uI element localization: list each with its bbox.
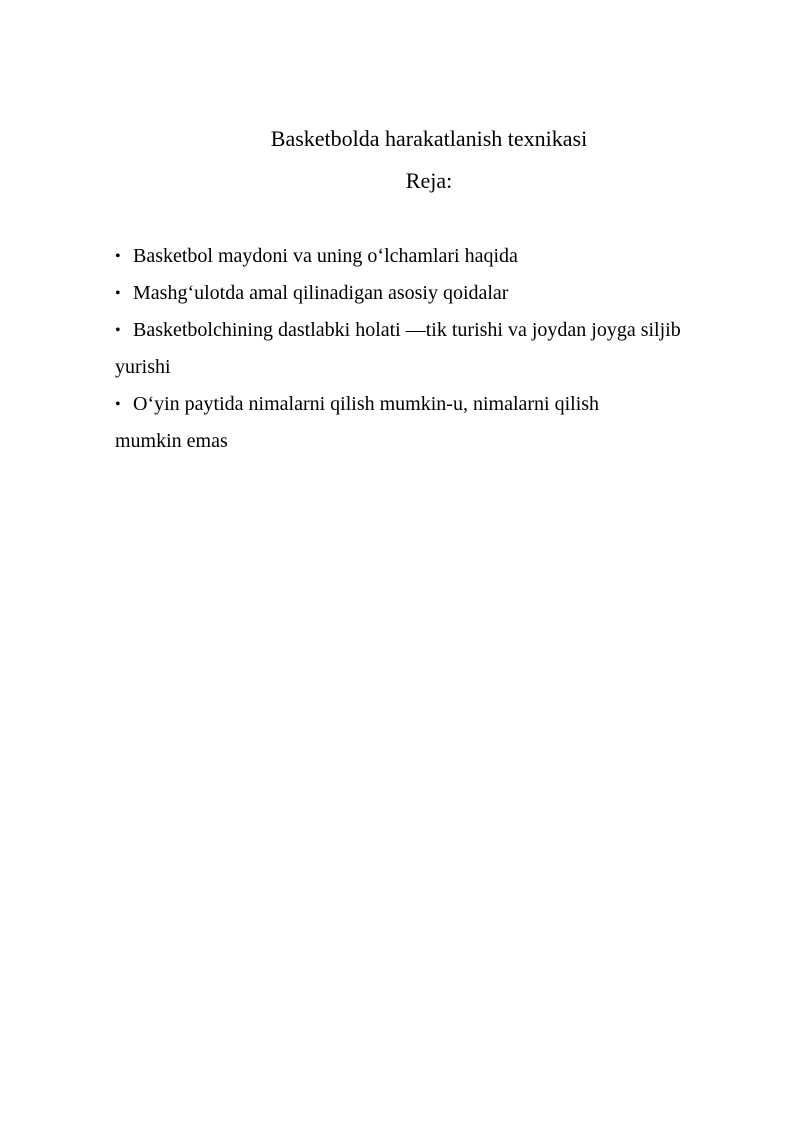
list-item xyxy=(115,386,735,460)
list-item-continuation: mumkin emas xyxy=(115,430,228,452)
list-item-continuation: yurishi xyxy=(115,356,171,378)
list-item-text: Mashg‘ulotda amal qilinadigan asosiy qoidalar xyxy=(133,282,509,304)
plan-list xyxy=(115,238,735,460)
list-item xyxy=(115,275,735,312)
list-item-text: Basketbol maydoni va uning o‘lchamlari haqida xyxy=(133,245,518,267)
bullet-icon: • xyxy=(115,396,121,413)
list-item-text: Basketbolchining dastlabki holati —tik turishi va joydan joyga siljib xyxy=(133,319,681,341)
list-item xyxy=(115,312,735,386)
bullet-icon: • xyxy=(115,322,121,339)
bullet-icon: • xyxy=(115,285,121,302)
document-title: Basketbolda harakatlanish texnikasi xyxy=(270,126,588,151)
bullet-icon: • xyxy=(115,248,121,265)
list-item-text: O‘yin paytida nimalarni qilish mumkin-u, nimalarni qilish xyxy=(133,393,600,415)
plan-heading: Reja: xyxy=(405,168,453,193)
list-item xyxy=(115,238,735,275)
